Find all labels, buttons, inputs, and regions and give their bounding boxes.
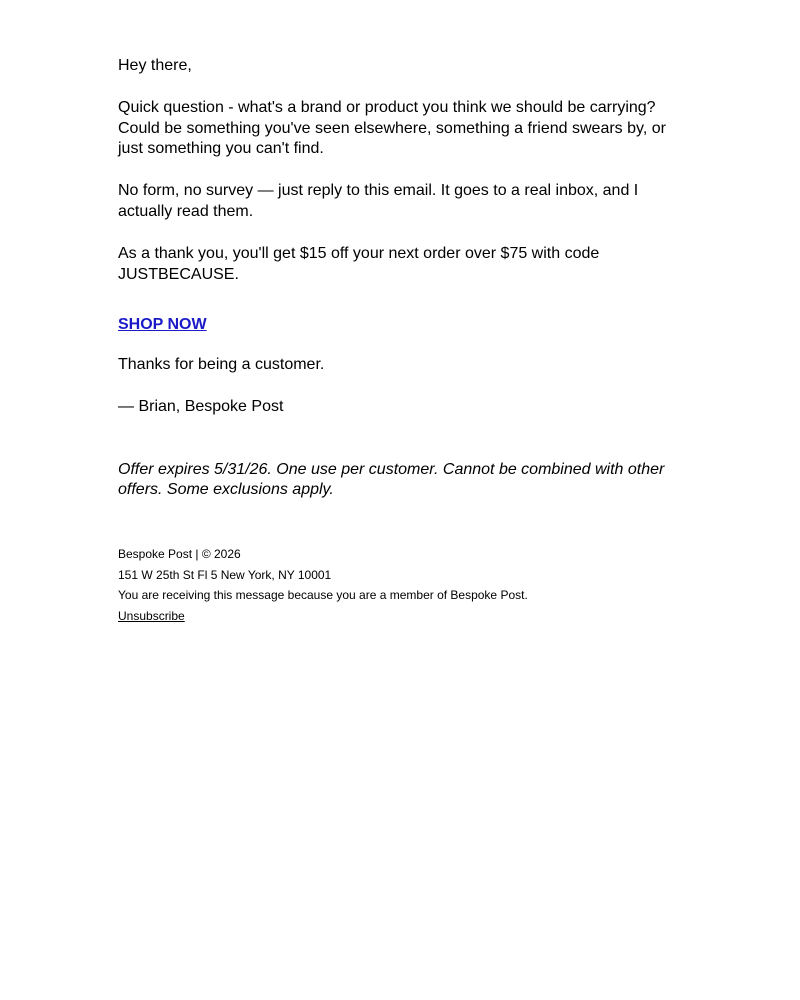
thanks-text: Thanks for being a customer. xyxy=(118,356,325,374)
shop-now-link[interactable]: SHOP NOW xyxy=(118,316,207,334)
email-footer xyxy=(118,544,678,627)
body-paragraph-offer: As a thank you, you'll get $15 off your next order over $75 with code JUSTBECAUSE. xyxy=(118,244,600,283)
footer-notice: You are receiving this message because you are a member of Bespoke Post. xyxy=(118,588,528,603)
footer-address: 151 W 25th St Fl 5 New York, NY 10001 xyxy=(118,567,332,582)
unsubscribe-link[interactable]: Unsubscribe xyxy=(118,609,185,624)
signature: — Brian, Bespoke Post xyxy=(118,398,284,416)
greeting: Hey there, xyxy=(118,57,192,74)
email-body xyxy=(118,56,678,627)
body-paragraph-question: Quick question - what's a brand or product you think we should be carrying? Could be something you've seen elsewhere, something a friend swears by, or just something you can't find. xyxy=(118,98,666,158)
footer-unsubscribe-row xyxy=(118,606,678,627)
body-paragraph-reply: No form, no survey — just reply to this email. It goes to a real inbox, and I actually read them. xyxy=(118,182,639,220)
cta-container xyxy=(118,315,678,335)
footer-company: Bespoke Post | © 2026 xyxy=(118,546,241,561)
offer-disclaimer: Offer expires 5/31/26. One use per customer. Cannot be combined with other offers. Some exclusions apply. xyxy=(118,460,665,499)
